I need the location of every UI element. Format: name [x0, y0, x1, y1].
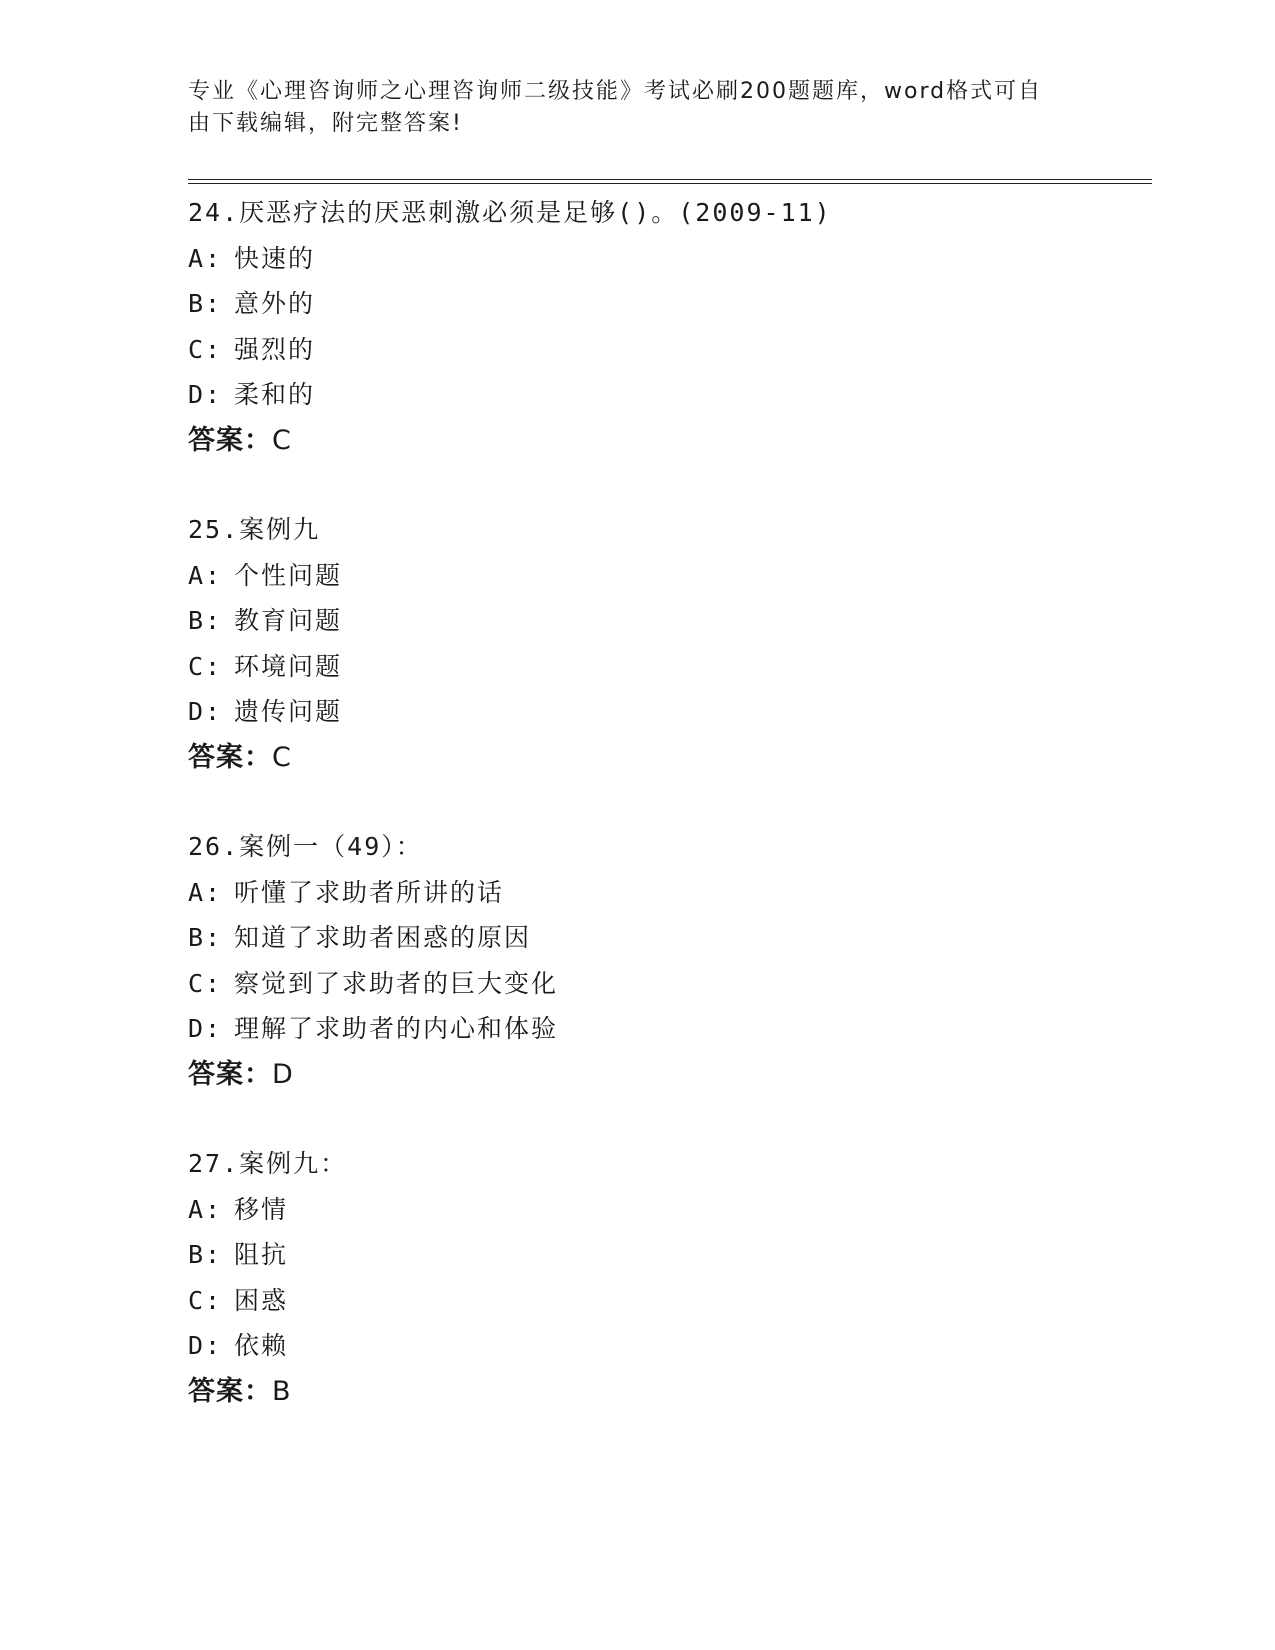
- answer-value: C: [272, 424, 292, 456]
- option-d: [188, 689, 1148, 735]
- option-key: B:: [188, 1240, 223, 1270]
- option-d: [188, 1006, 1148, 1052]
- question-26: [188, 824, 1148, 1098]
- option-key: C:: [188, 968, 223, 998]
- document-header: [188, 76, 1068, 140]
- option-d: [188, 1323, 1148, 1369]
- option-key: A:: [188, 560, 223, 590]
- option-text: 意外的: [234, 289, 316, 319]
- option-a: [188, 553, 1148, 599]
- option-b: [188, 281, 1148, 327]
- answer-label: 答案：: [188, 741, 272, 773]
- option-text: 快速的: [234, 243, 316, 273]
- question-title: 27.案例九：: [188, 1148, 348, 1178]
- answer-line: [188, 418, 1148, 464]
- option-key: D:: [188, 1331, 223, 1361]
- option-text: 依赖: [234, 1331, 289, 1361]
- option-text: 困惑: [234, 1285, 289, 1315]
- option-c: [188, 961, 1148, 1007]
- option-b: [188, 1232, 1148, 1278]
- option-text: 阻抗: [234, 1240, 289, 1270]
- answer-label: 答案：: [188, 1375, 272, 1407]
- header-line-2: 由下载编辑，附完整答案!: [188, 111, 463, 136]
- option-text: 移情: [234, 1194, 289, 1224]
- question-title: 26.案例一（49）：: [188, 831, 423, 861]
- question-25: [188, 507, 1148, 781]
- option-c: [188, 1278, 1148, 1324]
- option-key: A:: [188, 1194, 223, 1224]
- option-a: [188, 236, 1148, 282]
- option-key: C:: [188, 651, 223, 681]
- option-a: [188, 1187, 1148, 1233]
- option-c: [188, 327, 1148, 373]
- option-key: A:: [188, 877, 223, 907]
- option-d: [188, 372, 1148, 418]
- option-a: [188, 870, 1148, 916]
- header-line-1: 专业《心理咨询师之心理咨询师二级技能》考试必刷200题题库，word格式可自: [188, 79, 1043, 104]
- question-title: 25.案例九: [188, 514, 321, 544]
- answer-line: [188, 1052, 1148, 1098]
- option-key: B:: [188, 923, 223, 953]
- option-key: D:: [188, 697, 223, 727]
- option-c: [188, 644, 1148, 690]
- option-text: 强烈的: [234, 334, 316, 364]
- option-text: 听懂了求助者所讲的话: [234, 877, 505, 907]
- option-key: B:: [188, 289, 223, 319]
- option-key: B:: [188, 606, 223, 636]
- header-divider-bottom: [188, 183, 1152, 184]
- option-b: [188, 598, 1148, 644]
- option-key: D:: [188, 1014, 223, 1044]
- answer-value: D: [272, 1058, 294, 1090]
- answer-label: 答案：: [188, 424, 272, 456]
- option-text: 柔和的: [234, 380, 316, 410]
- answer-value: C: [272, 741, 292, 773]
- option-text: 教育问题: [234, 606, 343, 636]
- question-title: 24.厌恶疗法的厌恶刺激必须是足够()。(2009-11): [188, 198, 832, 227]
- question-27: [188, 1141, 1148, 1415]
- option-text: 个性问题: [234, 560, 343, 590]
- option-text: 理解了求助者的内心和体验: [234, 1014, 559, 1044]
- option-b: [188, 915, 1148, 961]
- header-divider-top: [188, 179, 1152, 180]
- answer-label: 答案：: [188, 1058, 272, 1090]
- option-text: 察觉到了求助者的巨大变化: [234, 968, 559, 998]
- option-key: C:: [188, 1285, 223, 1315]
- option-text: 知道了求助者困惑的原因: [234, 923, 532, 953]
- option-key: C:: [188, 334, 223, 364]
- question-list: [188, 190, 1148, 1458]
- option-key: A:: [188, 243, 223, 273]
- option-key: D:: [188, 380, 223, 410]
- option-text: 遗传问题: [234, 697, 343, 727]
- answer-line: [188, 735, 1148, 781]
- question-24: [188, 190, 1148, 464]
- answer-line: [188, 1369, 1148, 1415]
- option-text: 环境问题: [234, 651, 343, 681]
- answer-value: B: [272, 1375, 292, 1407]
